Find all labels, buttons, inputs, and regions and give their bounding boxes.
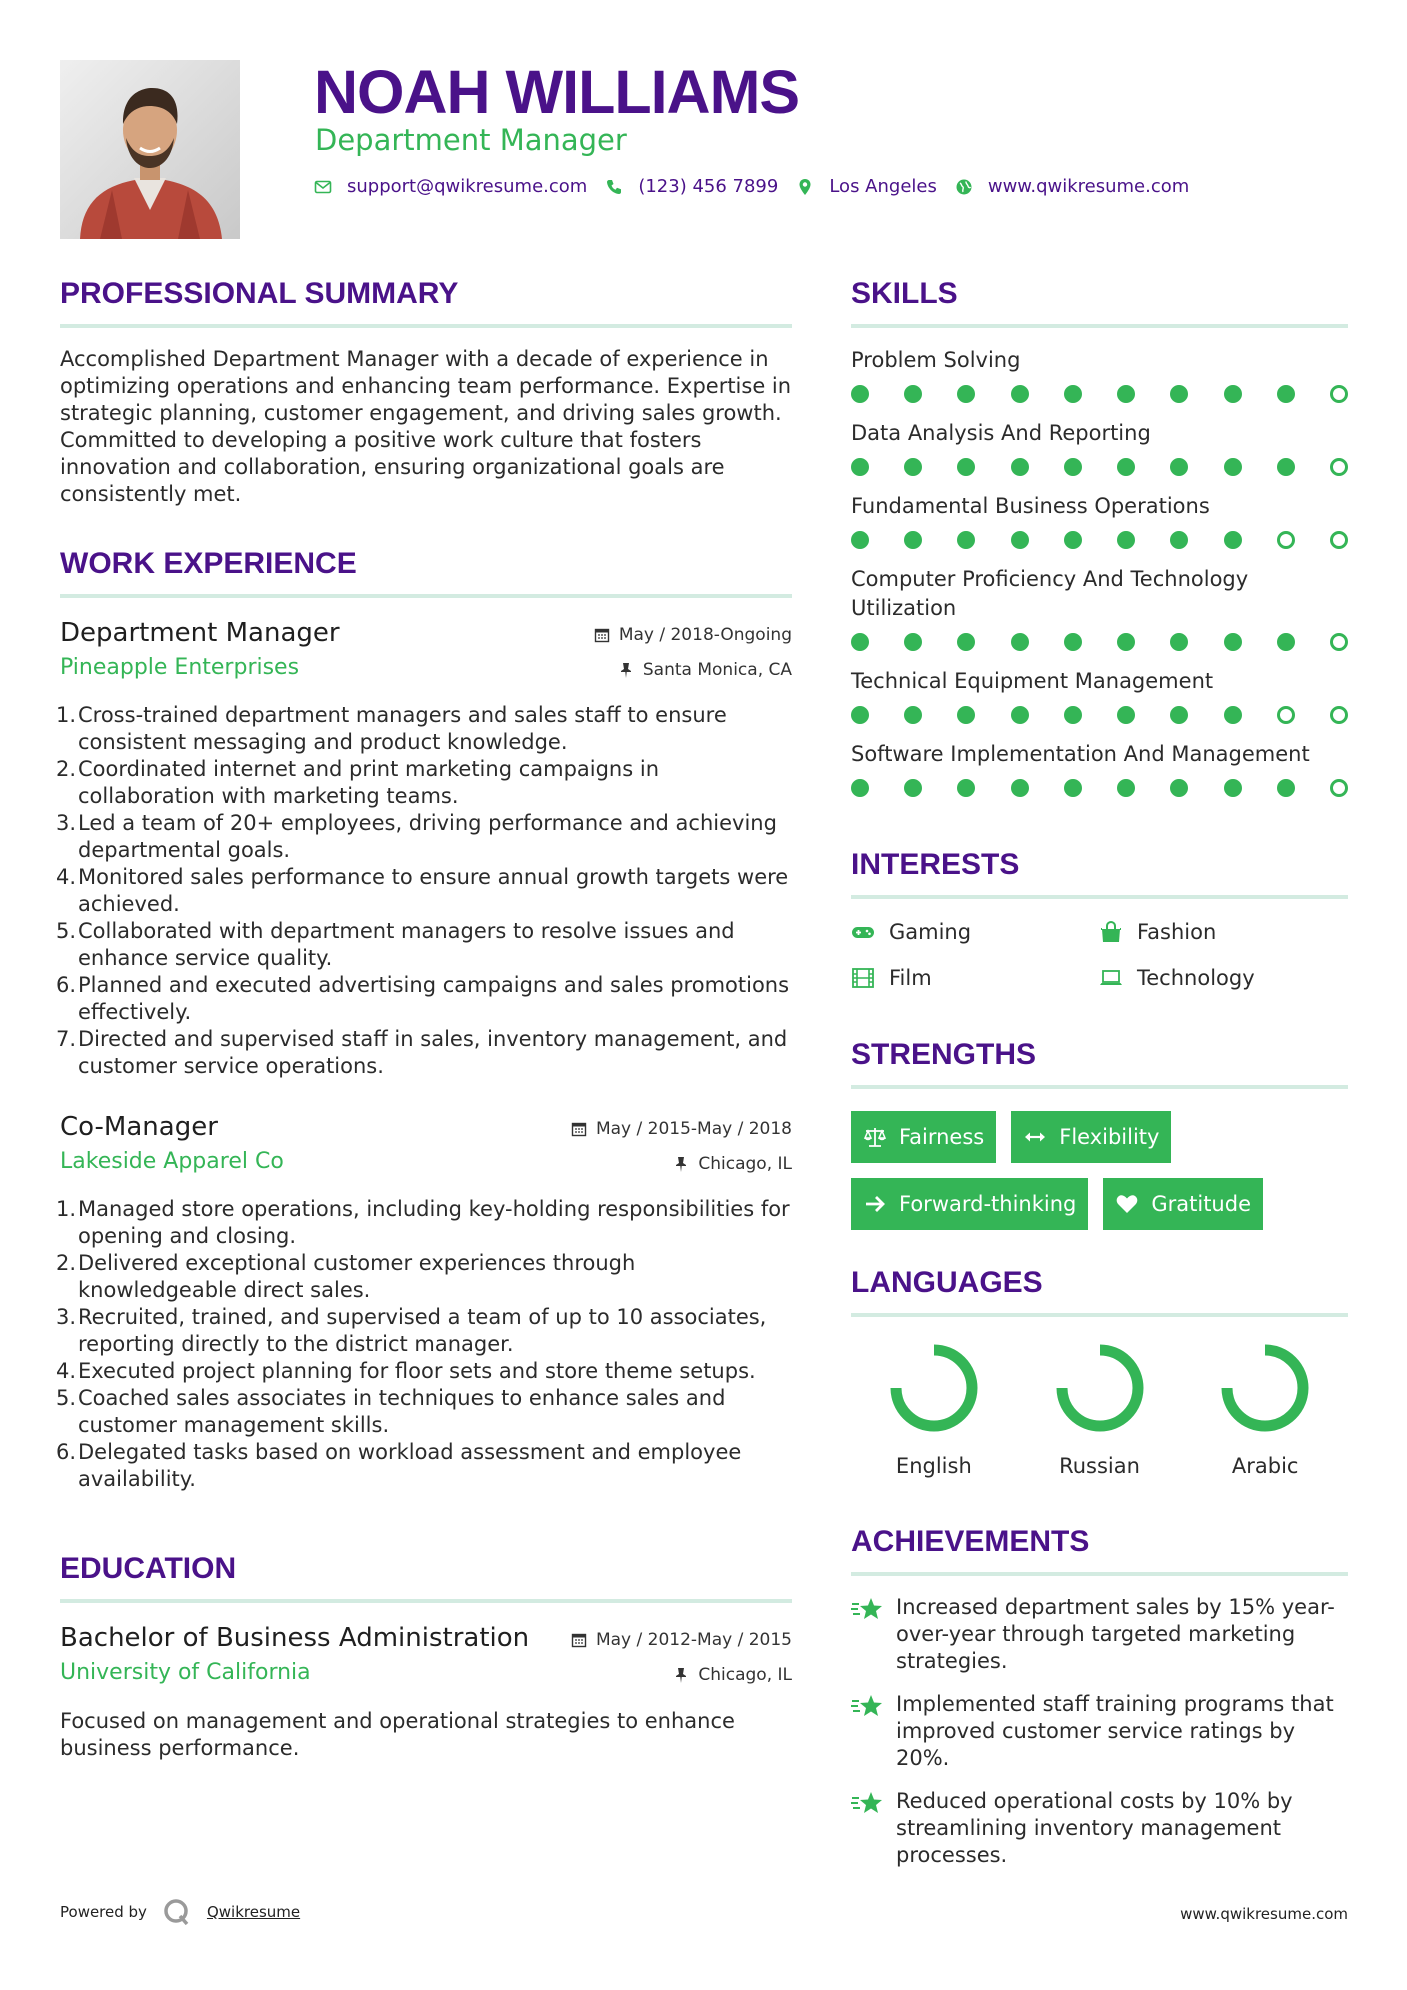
skills-section	[851, 274, 1348, 797]
achievements-list	[851, 1594, 1348, 1869]
rating-dot-filled	[1011, 531, 1029, 549]
achievement-item	[851, 1594, 1348, 1675]
rating-dot-filled	[1170, 458, 1188, 476]
rating-dot-filled	[904, 531, 922, 549]
summary-text: Accomplished Department Manager with a decade of experience in optimizing operations and enhancing team performance. Expertise in strategic planning, customer engagement, and driving sales growth. Committed to developing a positive work culture that fosters innovation and collaboration, ensuring organizational goals are consistently met.	[60, 347, 792, 506]
contact-location-text: Los Angeles	[829, 176, 937, 197]
section-divider	[851, 1313, 1348, 1317]
rating-dot-filled	[1224, 779, 1242, 797]
rating-dot-filled	[1064, 531, 1082, 549]
flying-star-icon	[851, 1790, 883, 1816]
strength-label: Fairness	[899, 1125, 985, 1149]
rating-dot-filled	[1170, 531, 1188, 549]
language-item	[851, 1343, 1017, 1480]
candidate-name: NOAH WILLIAMS	[314, 58, 800, 126]
achievements-section	[851, 1522, 1348, 1869]
footer-powered-by	[60, 1898, 300, 1926]
contact-bar	[314, 176, 1207, 197]
globe-icon	[955, 178, 973, 196]
contact-phone-text: (123) 456 7899	[638, 176, 779, 197]
achievement-text: Reduced operational costs by 10% by streamlining inventory management processes.	[896, 1789, 1293, 1867]
section-divider	[851, 324, 1348, 328]
interest-item	[1099, 963, 1347, 993]
skill-name: Computer Proficiency And Technology Utilization	[851, 567, 1249, 620]
language-item	[1182, 1343, 1348, 1480]
rating-dot-filled	[904, 633, 922, 651]
rating-dot-filled	[1011, 458, 1029, 476]
shopping-bag-icon	[1099, 920, 1123, 944]
rating-dot-filled	[1117, 633, 1135, 651]
arrow-right-icon	[863, 1192, 887, 1216]
strength-chip	[1103, 1178, 1263, 1230]
arrows-horizontal-icon	[1023, 1125, 1047, 1149]
list-item: 5. Collaborated with department managers to resolve issues and enhance service quality.	[56, 919, 735, 970]
skill-item	[851, 346, 1348, 403]
job-date-text: May / 2018-Ongoing	[618, 625, 792, 645]
rating-dot-filled	[1011, 706, 1029, 724]
rating-dot-filled	[1117, 531, 1135, 549]
interests-list	[851, 917, 1348, 993]
skill-name: Data Analysis And Reporting	[851, 421, 1151, 445]
rating-dot-filled	[1011, 633, 1029, 651]
contact-website[interactable]	[955, 176, 1189, 197]
section-divider	[60, 324, 792, 328]
pushpin-icon	[673, 1667, 689, 1683]
rating-dot-filled	[1224, 706, 1242, 724]
flying-star-icon	[851, 1693, 883, 1719]
job-location-text: Santa Monica, CA	[642, 660, 792, 680]
language-label: English	[895, 1454, 972, 1478]
job-bullets	[56, 1196, 792, 1493]
job-date	[571, 1118, 792, 1140]
education-location-text: Chicago, IL	[698, 1665, 792, 1685]
list-item: 2. Delivered exceptional customer experiences through knowledgeable direct sales.	[56, 1251, 636, 1302]
rating-dot-empty	[1330, 458, 1348, 476]
rating-dot-filled	[1277, 385, 1295, 403]
skill-item	[851, 740, 1348, 797]
rating-dot-empty	[1330, 706, 1348, 724]
rating-dot-filled	[1170, 385, 1188, 403]
calendar-icon	[594, 627, 610, 643]
list-item: 6. Delegated tasks based on workload assessment and employee availability.	[56, 1440, 742, 1491]
achievement-text: Increased department sales by 15% year-over-year through targeted marketing strategies.	[896, 1595, 1335, 1673]
strength-chip	[851, 1111, 996, 1163]
skill-name: Fundamental Business Operations	[851, 494, 1210, 518]
contact-phone[interactable]	[605, 176, 778, 197]
experience-heading: WORK EXPERIENCE	[60, 547, 357, 580]
rating-dot-filled	[851, 531, 869, 549]
heart-icon	[1115, 1192, 1139, 1216]
skills-heading: SKILLS	[851, 277, 958, 310]
interest-label: Fashion	[1137, 920, 1217, 944]
rating-dot-filled	[1224, 633, 1242, 651]
strengths-section	[851, 1035, 1348, 1245]
languages-section	[851, 1263, 1348, 1480]
interest-label: Gaming	[889, 920, 972, 944]
rating-dot-filled	[957, 458, 975, 476]
job-entry	[56, 616, 792, 1080]
laptop-icon	[1099, 966, 1123, 990]
rating-dot-filled	[957, 779, 975, 797]
rating-dot-filled	[1277, 458, 1295, 476]
language-label: Arabic	[1231, 1454, 1299, 1478]
rating-dot-filled	[1117, 706, 1135, 724]
skill-name: Technical Equipment Management	[851, 669, 1214, 693]
skill-rating	[851, 706, 1348, 724]
education-header	[60, 1621, 792, 1693]
section-divider	[851, 1572, 1348, 1576]
language-ring	[1055, 1343, 1145, 1433]
skill-rating	[851, 385, 1348, 403]
skill-rating	[851, 779, 1348, 797]
rating-dot-filled	[957, 531, 975, 549]
film-icon	[851, 966, 875, 990]
envelope-icon	[314, 178, 332, 196]
right-column	[851, 274, 1348, 1869]
left-column	[56, 274, 792, 1762]
school-name: University of California	[60, 1660, 311, 1685]
strengths-heading: STRENGTHS	[851, 1038, 1037, 1071]
job-location	[618, 659, 792, 681]
interests-heading: INTERESTS	[851, 848, 1020, 881]
map-pin-icon	[796, 178, 814, 196]
skills-list	[851, 346, 1348, 797]
skill-name: Problem Solving	[851, 348, 1021, 372]
job-title: Co-Manager	[60, 1112, 218, 1142]
rating-dot-empty	[1330, 385, 1348, 403]
skill-item	[851, 667, 1348, 724]
interest-item	[851, 963, 1099, 993]
rating-dot-filled	[851, 458, 869, 476]
rating-dot-empty	[1330, 633, 1348, 651]
rating-dot-filled	[1224, 531, 1242, 549]
achievement-item	[851, 1788, 1348, 1869]
rating-dot-filled	[1011, 385, 1029, 403]
education-entry	[60, 1621, 792, 1762]
qwikresume-logo-icon	[163, 1898, 191, 1926]
rating-dot-filled	[904, 706, 922, 724]
strength-label: Flexibility	[1059, 1125, 1160, 1149]
qwikresume-link[interactable]: Qwikresume	[206, 1903, 301, 1921]
balance-scale-icon	[863, 1125, 887, 1149]
rating-dot-filled	[851, 779, 869, 797]
job-header	[60, 616, 792, 688]
rating-dot-filled	[957, 706, 975, 724]
skill-rating	[851, 458, 1348, 476]
rating-dot-filled	[851, 633, 869, 651]
rating-dot-filled	[904, 385, 922, 403]
rating-dot-filled	[1064, 779, 1082, 797]
list-item: 6. Planned and executed advertising campaigns and sales promotions effectively.	[56, 973, 790, 1024]
powered-by-text: Powered by	[60, 1903, 147, 1921]
profile-photo	[60, 60, 240, 239]
list-item: 5. Coached sales associates in techniques to enhance sales and customer management skills.	[56, 1386, 726, 1437]
language-ring	[889, 1343, 979, 1433]
contact-location	[796, 176, 937, 197]
achievement-item	[851, 1691, 1348, 1772]
section-divider	[60, 594, 792, 598]
skill-item	[851, 492, 1348, 549]
contact-email[interactable]	[314, 176, 587, 197]
pushpin-icon	[618, 662, 634, 678]
job-entry	[56, 1110, 792, 1493]
languages-heading: LANGUAGES	[851, 1266, 1043, 1299]
rating-dot-filled	[851, 385, 869, 403]
list-item: 1. Managed store operations, including key-holding responsibilities for opening and closing.	[56, 1197, 790, 1248]
contact-website-text: www.qwikresume.com	[987, 176, 1190, 197]
skill-rating	[851, 633, 1348, 651]
education-date	[571, 1629, 792, 1651]
skill-name: Software Implementation And Management	[851, 742, 1310, 766]
rating-dot-filled	[1170, 779, 1188, 797]
candidate-title: Department Manager	[315, 123, 627, 157]
rating-dot-filled	[1117, 458, 1135, 476]
education-date-text: May / 2012-May / 2015	[595, 1630, 792, 1650]
strengths-list	[851, 1111, 1348, 1245]
strength-label: Gratitude	[1151, 1192, 1251, 1216]
rating-dot-filled	[1277, 779, 1295, 797]
strength-label: Forward-thinking	[899, 1192, 1077, 1216]
interest-label: Film	[889, 966, 932, 990]
rating-dot-empty	[1277, 706, 1295, 724]
rating-dot-filled	[1064, 633, 1082, 651]
skill-item	[851, 565, 1348, 651]
job-company: Lakeside Apparel Co	[60, 1149, 284, 1174]
section-divider	[851, 895, 1348, 899]
strength-chip	[1011, 1111, 1171, 1163]
rating-dot-filled	[904, 458, 922, 476]
rating-dot-filled	[1117, 385, 1135, 403]
footer-website[interactable]: www.qwikresume.com	[1180, 1905, 1348, 1923]
achievement-text: Implemented staff training programs that improved customer service ratings by 20%.	[896, 1692, 1334, 1770]
languages-list	[851, 1343, 1348, 1480]
interest-item	[1099, 917, 1347, 947]
rating-dot-filled	[1170, 633, 1188, 651]
interests-section	[851, 845, 1348, 993]
summary-section	[60, 274, 792, 508]
rating-dot-filled	[1277, 633, 1295, 651]
rating-dot-empty	[1277, 531, 1295, 549]
rating-dot-filled	[957, 633, 975, 651]
calendar-icon	[571, 1632, 587, 1648]
flying-star-icon	[851, 1596, 883, 1622]
skill-item	[851, 419, 1348, 476]
rating-dot-filled	[957, 385, 975, 403]
job-bullets	[56, 702, 792, 1080]
experience-section	[56, 544, 792, 1493]
rating-dot-filled	[1011, 779, 1029, 797]
rating-dot-filled	[851, 706, 869, 724]
rating-dot-filled	[1224, 458, 1242, 476]
section-divider	[60, 1599, 792, 1603]
rating-dot-filled	[904, 779, 922, 797]
list-item: 7. Directed and supervised staff in sales, inventory management, and customer service operations.	[56, 1027, 788, 1078]
rating-dot-empty	[1330, 531, 1348, 549]
phone-icon	[605, 178, 623, 196]
interest-label: Technology	[1137, 966, 1255, 990]
job-title: Department Manager	[60, 618, 340, 648]
contact-email-text: support@qwikresume.com	[347, 176, 588, 197]
job-location	[673, 1153, 792, 1175]
list-item: 4. Monitored sales performance to ensure annual growth targets were achieved.	[56, 865, 789, 916]
list-item: 3. Led a team of 20+ employees, driving performance and achieving departmental goals.	[56, 811, 777, 862]
job-date	[594, 624, 792, 646]
job-company: Pineapple Enterprises	[60, 655, 300, 680]
section-divider	[851, 1085, 1348, 1089]
strength-chip	[851, 1178, 1088, 1230]
education-heading: EDUCATION	[60, 1552, 237, 1585]
list-item: 4. Executed project planning for floor sets and store theme setups.	[56, 1359, 756, 1383]
list-item: 3. Recruited, trained, and supervised a team of up to 10 associates, reporting directly to the district manager.	[56, 1305, 767, 1356]
degree-title: Bachelor of Business Administration	[60, 1623, 530, 1653]
list-item: 1. Cross-trained department managers and sales staff to ensure consistent messaging and product knowledge.	[56, 703, 727, 754]
rating-dot-filled	[1064, 458, 1082, 476]
education-section	[60, 1549, 792, 1762]
rating-dot-filled	[1064, 706, 1082, 724]
rating-dot-filled	[1224, 385, 1242, 403]
job-location-text: Chicago, IL	[698, 1154, 792, 1174]
calendar-icon	[571, 1121, 587, 1137]
interest-item	[851, 917, 1099, 947]
education-location	[673, 1664, 792, 1686]
gamepad-icon	[851, 920, 875, 944]
rating-dot-empty	[1330, 779, 1348, 797]
rating-dot-filled	[1064, 385, 1082, 403]
skill-rating	[851, 531, 1348, 549]
rating-dot-filled	[1117, 779, 1135, 797]
list-item: 2. Coordinated internet and print marketing campaigns in collaboration with marketing teams.	[56, 757, 660, 808]
pushpin-icon	[673, 1156, 689, 1172]
language-label: Russian	[1059, 1454, 1140, 1478]
education-description: Focused on management and operational strategies to enhance business performance.	[60, 1709, 735, 1760]
language-item	[1017, 1343, 1183, 1480]
rating-dot-filled	[1170, 706, 1188, 724]
language-ring	[1220, 1343, 1310, 1433]
achievements-heading: ACHIEVEMENTS	[851, 1525, 1090, 1558]
person-portrait-icon	[60, 60, 240, 239]
job-date-text: May / 2015-May / 2018	[595, 1119, 792, 1139]
job-header	[60, 1110, 792, 1182]
summary-heading: PROFESSIONAL SUMMARY	[60, 277, 459, 310]
